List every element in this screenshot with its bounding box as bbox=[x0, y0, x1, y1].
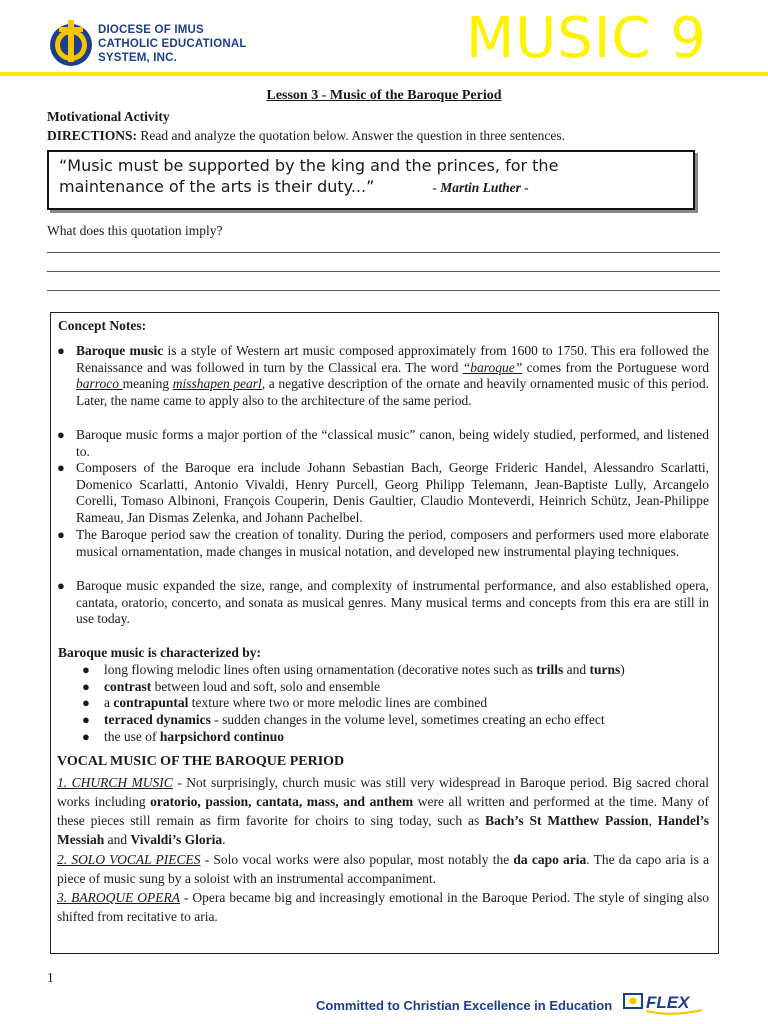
b1-text-1: is a style of Western art music composed approximately from 1600 to 1750. This era followed the Renaissance and was followed in turn by the Classical era. The word bbox=[76, 343, 709, 375]
characteristic-5 bbox=[104, 729, 709, 746]
p1-text-1: - Not surprisingly, church music was still very widespread in Baroque period. Big sacred choral works including bbox=[57, 775, 710, 809]
flex-logo bbox=[622, 986, 706, 1020]
b1-term-baroque: “baroque” bbox=[462, 359, 523, 375]
p3-text: - Opera became big and increasingly emotional in the Baroque Period. The style of singing also shifted from recitative to aria. bbox=[57, 890, 709, 924]
page-number: 1 bbox=[47, 970, 54, 985]
c3-text-1: a bbox=[104, 695, 114, 710]
p2-text-1: - Solo vocal works were also popular, most notably the bbox=[200, 852, 514, 867]
vocal-baroque-opera bbox=[57, 888, 709, 926]
p1-text-2: were all written and performed at the time. Many of these pieces still remain as firm favorite for choirs to sing today, such as bbox=[57, 794, 710, 828]
c1-text-3: ) bbox=[620, 662, 625, 677]
p1-bold-handel: Handel’s Messiah bbox=[57, 813, 709, 847]
p1-text-4: and bbox=[104, 832, 131, 847]
vocal-solo-pieces bbox=[57, 850, 709, 888]
directions bbox=[47, 128, 565, 144]
characteristics-heading: Baroque music is characterized by: bbox=[58, 645, 261, 660]
quote-author: - Martin Luther - bbox=[432, 180, 529, 195]
p2-bold-aria: da capo aria bbox=[513, 852, 587, 867]
bullet-3: ● bbox=[57, 460, 65, 475]
characteristic-1 bbox=[104, 662, 709, 679]
c3-text-2: texture where two or more melodic lines are combined bbox=[188, 695, 488, 710]
b1-text-2: comes from the Portuguese word bbox=[522, 359, 709, 375]
c1-bold-turns: turns bbox=[589, 662, 621, 677]
answer-line-1[interactable] bbox=[47, 252, 720, 253]
c5-bold: harpsichord continuo bbox=[159, 729, 285, 744]
c3-bold: contrapuntal bbox=[113, 695, 189, 710]
b1-term-pearl: misshapen pearl bbox=[172, 376, 262, 392]
concept-bullet-5: Baroque music expanded the size, range, and complexity of instrumental performance, and also established opera, cantata, oratorio, concerto, and sonata as musical genres. Many musical terms and concepts from this era are still in use today. bbox=[76, 578, 709, 627]
org-name-line-3: SYSTEM, INC. bbox=[98, 52, 178, 64]
diocese-seal-logo bbox=[46, 18, 96, 68]
c4-bold: terraced dynamics bbox=[104, 712, 211, 727]
b1-text-3: meaning bbox=[122, 376, 173, 392]
p2-text-2: . The da capo aria is a piece of music sung by a soloist with an instrumental accompaniment. bbox=[57, 852, 709, 886]
concept-heading: Concept Notes: bbox=[58, 318, 147, 333]
b1-text-4: , a negative description of the ornate and heavily ornamented music of this period. Later, the name came to apply also to the architecture of the same period. bbox=[76, 376, 710, 408]
activity-heading: Motivational Activity bbox=[47, 109, 170, 124]
c1-text-2: and bbox=[563, 662, 590, 677]
c4-text: - sudden changes in the volume level, sometimes creating an echo effect bbox=[210, 712, 605, 727]
quote-line-1: “Music must be supported by the king and the princes, for the bbox=[59, 156, 559, 175]
bullet-4: ● bbox=[57, 527, 65, 542]
characteristic-3 bbox=[104, 695, 709, 712]
church-music-label: 1. CHURCH MUSIC bbox=[57, 775, 173, 790]
c1-text-1: long flowing melodic lines often using ornamentation (decorative notes such as bbox=[104, 662, 537, 677]
p1-bold-bach: Bach’s St Matthew Passion bbox=[485, 813, 649, 828]
c2-text: between loud and soft, solo and ensemble bbox=[151, 679, 380, 694]
vocal-heading: VOCAL MUSIC OF THE BAROQUE PERIOD bbox=[57, 754, 345, 769]
b1-term-barroco: barroco bbox=[76, 376, 123, 392]
char-bullet-3: ● bbox=[82, 695, 90, 710]
org-name-line-2: CATHOLIC EDUCATIONAL bbox=[98, 38, 247, 50]
solo-vocal-label: 2. SOLO VOCAL PIECES bbox=[57, 852, 201, 867]
vocal-church-music bbox=[57, 773, 709, 849]
flex-logo-text: FLEX bbox=[646, 993, 690, 1012]
concept-bullet-3: Composers of the Baroque era include Johann Sebastian Bach, George Frideric Handel, Alessandro Scarlatti, Domenico Scarlatti, Antonio Vivaldi, Henry Purcell, Georg Philipp Telemann, Jean-Baptiste Lully, Arcangelo Corelli, Tomaso Albinoni, François Couperin, Denis Gaultier, Claudio Monteverdi, Heinrich Schütz, Jean-Philippe Rameau, Jan Dismas Zelenka, and Johann Pachelbel. bbox=[76, 460, 709, 525]
c1-bold-trills: trills bbox=[536, 662, 564, 677]
characteristic-2 bbox=[104, 679, 709, 696]
subject-title: MUSIC 9 bbox=[466, 6, 707, 71]
directions-label: DIRECTIONS: bbox=[47, 128, 138, 143]
quote-line-2-text: maintenance of the arts is their duty...” bbox=[59, 177, 375, 196]
b1-bold: Baroque music bbox=[76, 343, 164, 358]
p1-text-3: , bbox=[648, 813, 658, 828]
char-bullet-1: ● bbox=[82, 662, 90, 677]
directions-text: Read and analyze the quotation below. Answer the question in three sentences. bbox=[137, 128, 566, 143]
p1-text-5: . bbox=[222, 832, 226, 847]
c5-text: the use of bbox=[104, 729, 160, 744]
bullet-1: ● bbox=[57, 343, 65, 358]
question-text: What does this quotation imply? bbox=[47, 223, 223, 238]
answer-line-3[interactable] bbox=[47, 290, 720, 291]
baroque-opera-label: 3. BAROQUE OPERA bbox=[57, 890, 180, 905]
org-name-line-1: DIOCESE OF IMUS bbox=[98, 24, 204, 36]
p1-bold-genres: oratorio, passion, cantata, mass, and anthem bbox=[150, 794, 414, 809]
concept-bullet-2: Baroque music forms a major portion of the “classical music” canon, being widely studied, performed, and listened to. bbox=[76, 427, 709, 459]
char-bullet-4: ● bbox=[82, 712, 90, 727]
c2-bold: contrast bbox=[104, 679, 152, 694]
p1-bold-vivaldi: Vivaldi’s Gloria bbox=[130, 832, 223, 847]
characteristic-4 bbox=[104, 712, 709, 729]
quote-box bbox=[47, 150, 695, 210]
bullet-5: ● bbox=[57, 578, 65, 593]
lesson-title: Lesson 3 - Music of the Baroque Period bbox=[266, 88, 502, 103]
quote-line-2 bbox=[59, 177, 529, 198]
char-bullet-5: ● bbox=[82, 729, 90, 744]
concept-bullet-1 bbox=[76, 343, 709, 409]
concept-bullet-4: The Baroque period saw the creation of tonality. During the period, composers and performers used more elaborate musical ornamentation, made changes in musical notation, and developed new instrumental playing techniques. bbox=[76, 527, 709, 559]
answer-line-2[interactable] bbox=[47, 271, 720, 272]
footer-tagline: Committed to Christian Excellence in Education bbox=[316, 998, 613, 1013]
bullet-2: ● bbox=[57, 427, 65, 442]
char-bullet-2: ● bbox=[82, 679, 90, 694]
